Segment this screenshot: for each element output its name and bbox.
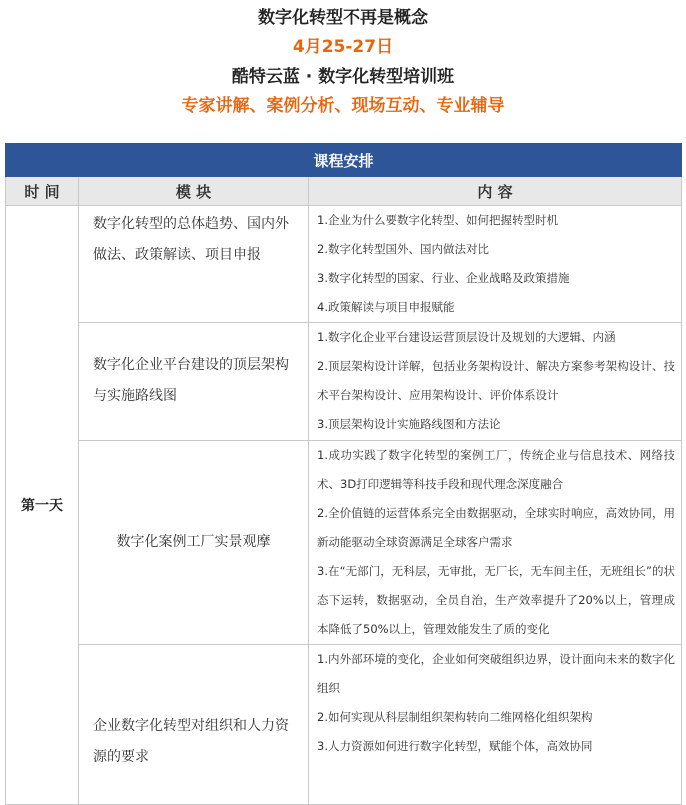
content-item: 1.内外部环境的变化，企业如何突破组织边界，设计面向未来的数字化组织 xyxy=(317,652,676,695)
content-item: 1.数字化企业平台建设运营顶层设计及规划的大逻辑、内涵 xyxy=(317,330,616,344)
content-item: 2.全价值链的运营体系完全由数据驱动，全球实时响应，高效协同，用新动能驱动全球资源满足全球客户需求 xyxy=(317,506,676,549)
content-item: 1.成功实践了数字化转型的案例工厂，传统企业与信息技术、网络技术、3D打印逻辑等科技手段和现代理念深度融合 xyxy=(317,448,676,491)
content-item: 3.在“无部门，无科层，无审批，无厂长，无车间主任，无班组长”的状态下运转，数据驱动，全员自治，生产效率提升了20%以上，管理成本降低了50%以上，管理效能发生了质的变化 xyxy=(317,564,676,636)
course-features: 专家讲解、案例分析、现场互动、专业辅导 xyxy=(181,96,505,117)
content-cell xyxy=(309,441,682,645)
table-row xyxy=(6,441,682,645)
content-item: 3.人力资源如何进行数字化转型，赋能个体，高效协同 xyxy=(317,739,593,753)
column-header-module: 模 块 xyxy=(79,177,309,206)
schedule-table xyxy=(5,143,682,805)
content-cell xyxy=(309,206,682,323)
column-header-content: 内 容 xyxy=(309,177,682,206)
module-cell: 数字化转型的总体趋势、国内外做法、政策解读、项目申报 xyxy=(79,206,309,323)
table-row xyxy=(6,645,682,805)
module-cell: 企业数字化转型对组织和人力资源的要求 xyxy=(79,645,309,805)
module-cell: 数字化案例工厂实景观摩 xyxy=(79,441,309,645)
content-item: 3.数字化转型的国家、行业、企业战略及政策措施 xyxy=(317,271,570,285)
table-row xyxy=(6,206,682,323)
content-item: 4.政策解读与项目申报赋能 xyxy=(317,300,455,314)
column-header-row xyxy=(6,177,682,206)
content-cell xyxy=(309,323,682,441)
module-cell: 数字化企业平台建设的顶层架构与实施路线图 xyxy=(79,323,309,441)
content-cell xyxy=(309,645,682,805)
content-item: 2.数字化转型国外、国内做法对比 xyxy=(317,242,489,256)
headline: 数字化转型不再是概念 xyxy=(258,8,428,28)
column-header-time: 时 间 xyxy=(6,177,79,206)
content-item: 3.顶层架构设计实施路线图和方法论 xyxy=(317,417,501,431)
table-row xyxy=(6,323,682,441)
schedule-title-row xyxy=(6,144,682,177)
page-header xyxy=(0,0,686,117)
course-name: 酷特云蓝 · 数字化转型培训班 xyxy=(231,66,455,87)
schedule-title: 课程安排 xyxy=(6,144,682,177)
content-item: 2.顶层架构设计详解，包括业务架构设计、解决方案参考架构设计、技术平台架构设计、应用架构设计、评价体系设计 xyxy=(317,359,676,402)
content-item: 1.企业为什么要数字化转型、如何把握转型时机 xyxy=(317,213,558,227)
event-date: 4月25-27日 xyxy=(292,37,394,58)
content-item: 2.如何实现从科层制组织架构转向二维网格化组织架构 xyxy=(317,710,593,724)
day-label: 第一天 xyxy=(6,206,79,805)
